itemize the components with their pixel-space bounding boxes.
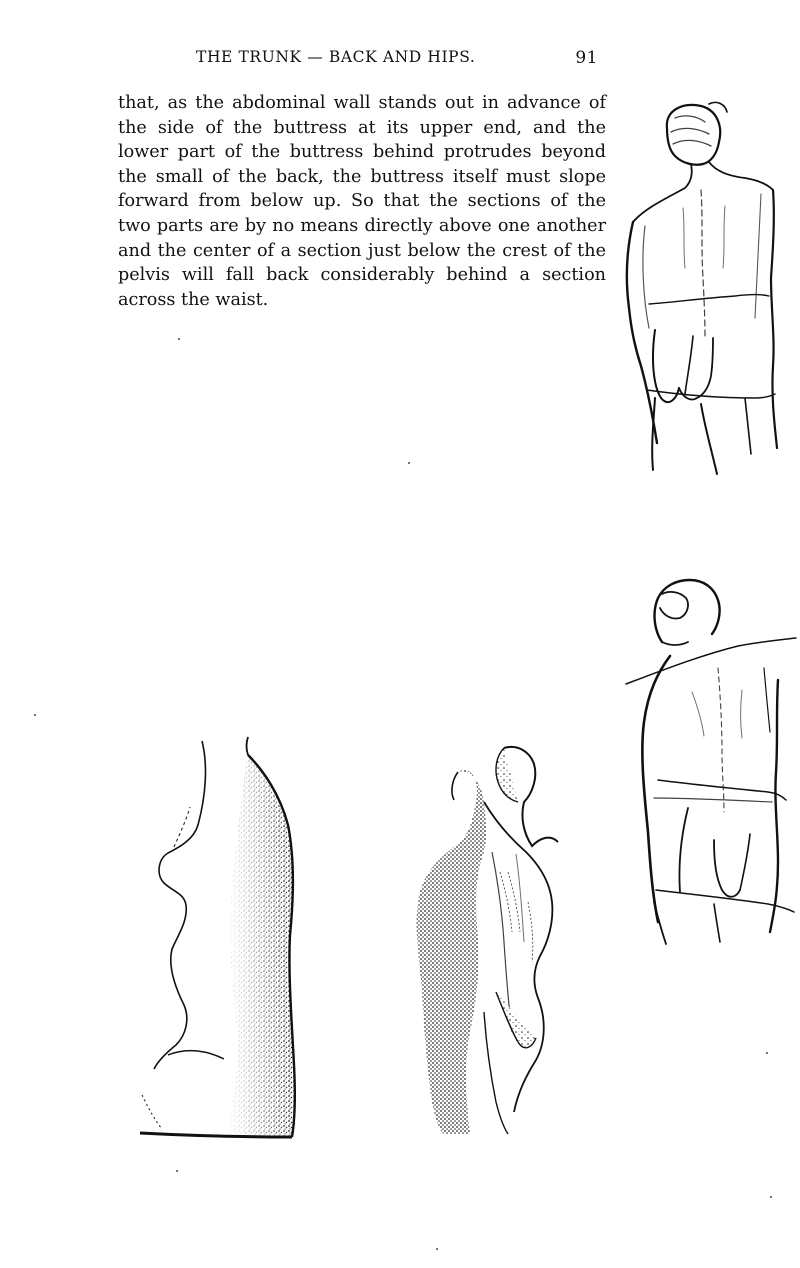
print-speck [34,714,36,716]
print-speck [178,338,180,340]
figure-torso-side-shaded [128,735,303,1145]
page-number: 91 [575,48,598,68]
body-paragraph: that, as the abdominal wall stands out in advance of the side of the buttress at its upper end, and the lower part of the buttress behind protrudes beyond the small of the back, the buttress itself must slope forward from below up. So that the sections of the two parts are by no means directly above one another and the center of a section just below the crest of the pelvis will fall back considerably behind a section across the waist. [118,93,606,310]
print-speck [436,1248,438,1250]
figure-back-view-top [605,98,795,478]
figure-back-twisted-shaded [400,742,570,1135]
print-speck [176,1170,178,1172]
figure-back-view-arm-raised [618,572,800,947]
print-speck [766,1052,768,1054]
print-speck [770,1196,772,1198]
running-title: THE TRUNK — BACK AND HIPS. [196,48,476,66]
running-head [196,48,606,72]
print-speck [408,462,410,464]
